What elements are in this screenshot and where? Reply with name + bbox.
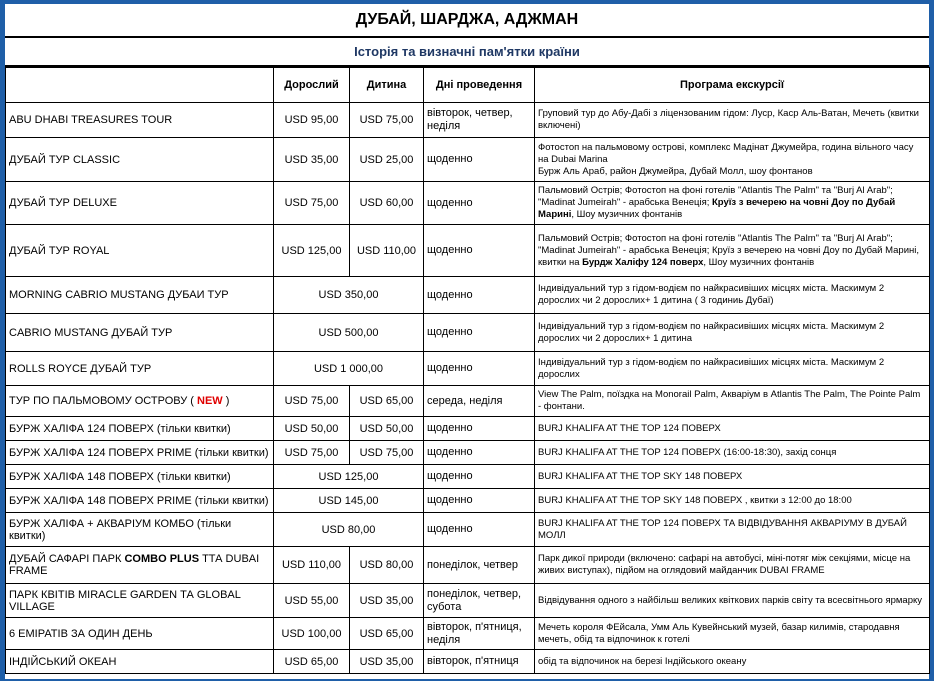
table-row [6, 417, 930, 441]
tour-name: БУРЖ ХАЛІФА + АКВАРІУМ КОМБО (тільки квитки) [6, 513, 274, 547]
tour-days: вівторок, четвер, неділя [424, 103, 535, 138]
tour-price: USD 145,00 [274, 489, 424, 513]
tour-days: понеділок, четвер [424, 547, 535, 584]
table-row [6, 650, 930, 674]
tour-price: USD 500,00 [274, 314, 424, 352]
tour-program: Груповий тур до Абу-Дабі з ліцензованим гідом: Луср, Каср Аль-Ватан, Мечеть (квитки включені) [535, 103, 930, 138]
table-row [6, 618, 930, 650]
header-name [6, 68, 274, 103]
tour-days: щоденно [424, 277, 535, 314]
tour-name: ДУБАЙ ТУР DELUXE [6, 182, 274, 225]
tour-price: USD 125,00 [274, 465, 424, 489]
adult-price: USD 50,00 [274, 417, 350, 441]
tour-program: View The Palm, поїздка на Monorail Palm, Акваріум в Atlantis The Palm, The Pointe Palm - фонтани. [535, 386, 930, 417]
header-days: Дні проведення [424, 68, 535, 103]
page-title: ДУБАЙ, ШАРДЖА, АДЖМАН [5, 4, 929, 38]
tour-name: ДУБАЙ ТУР CLASSIC [6, 138, 274, 182]
tour-name: БУРЖ ХАЛІФА 148 ПОВЕРХ (тільки квитки) [6, 465, 274, 489]
adult-price: USD 55,00 [274, 584, 350, 618]
child-price: USD 110,00 [350, 225, 424, 277]
program-line: Фотостоп на пальмовому острові, комплекс Мадінат Джумейра, година вільного часу на Dubai Marina [538, 141, 914, 165]
tour-program: BURJ KHALIFA AT THE TOP SKY 148 ПОВЕРХ , квитки з 12:00 до 18:00 [535, 489, 930, 513]
excursions-table [5, 67, 930, 674]
tour-program [535, 138, 930, 182]
tour-program: Відвідування одного з найбільш великих квіткових парків світу та всесвітнього ярмарку [535, 584, 930, 618]
tour-program: BURJ KHALIFA AT THE TOP 124 ПОВЕРХ (16:00-18:30), захід сонця [535, 441, 930, 465]
tour-days: щоденно [424, 441, 535, 465]
adult-price: USD 100,00 [274, 618, 350, 650]
child-price: USD 75,00 [350, 103, 424, 138]
tour-price: USD 350,00 [274, 277, 424, 314]
table-row [6, 314, 930, 352]
tour-price: USD 80,00 [274, 513, 424, 547]
tour-name: ПАРК КВІТІВ MIRACLE GARDEN ТА GLOBAL VILLAGE [6, 584, 274, 618]
tour-name: ІНДІЙСЬКИЙ ОКЕАН [6, 650, 274, 674]
tour-days: щоденно [424, 182, 535, 225]
adult-price: USD 75,00 [274, 182, 350, 225]
child-price: USD 80,00 [350, 547, 424, 584]
adult-price: USD 110,00 [274, 547, 350, 584]
tour-name: БУРЖ ХАЛІФА 124 ПОВЕРХ (тільки квитки) [6, 417, 274, 441]
tour-days: щоденно [424, 465, 535, 489]
adult-price: USD 125,00 [274, 225, 350, 277]
program-text: Пальмовий Острів; Фотостоп на фоні готелів "Atlantis The Palm" та "Burj Al Arab"; "Madinat Jumeirah" - арабська Венеція; Круїз з вечерею на човні Доу по Дубай Марині, квитки на [538, 232, 920, 268]
tour-program [535, 182, 930, 225]
program-highlight: Бурдж Халіфу 124 поверх [582, 256, 704, 268]
tour-program: Індивідуальний тур з гідом-водієм по найкрасивіших місцях міста. Маскимум 2 дорослих чи 2 дорослих+ 1 дитина ( 3 годиниь Дубаї) [535, 277, 930, 314]
tour-name: ДУБАЙ ТУР ROYAL [6, 225, 274, 277]
table-row [6, 138, 930, 182]
tour-days: щоденно [424, 417, 535, 441]
header-child: Дитина [350, 68, 424, 103]
tour-program: обід та відпочинок на березі Індійського океану [535, 650, 930, 674]
program-highlight: Круїз з вечерею на човні Доу по Дубай Марині [538, 197, 896, 220]
program-line: Бурж Аль Араб, район Джумейра, Дубай Молл, шоу фонтанов [538, 165, 813, 177]
child-price: USD 65,00 [350, 618, 424, 650]
tour-name [6, 386, 274, 417]
tour-program: BURJ KHALIFA AT THE TOP 124 ПОВЕРХ [535, 417, 930, 441]
tour-days: щоденно [424, 513, 535, 547]
table-row [6, 103, 930, 138]
tour-name: ROLLS ROYCE ДУБАЙ ТУР [6, 352, 274, 386]
tour-days: щоденно [424, 352, 535, 386]
tour-name-text: ТУР ПО ПАЛЬМОВОМУ ОСТРОВУ ( [9, 395, 197, 407]
child-price: USD 50,00 [350, 417, 424, 441]
tour-name [6, 547, 274, 584]
tour-name: ABU DHABI TREASURES TOUR [6, 103, 274, 138]
table-header-row [6, 68, 930, 103]
child-price: USD 60,00 [350, 182, 424, 225]
program-text-end: , Шоу музичних фонтанів [703, 256, 815, 268]
child-price: USD 65,00 [350, 386, 424, 417]
tour-program: Індивідуальний тур з гідом-водієм по найкрасивіших місцях міста. Маскимум 2 дорослих [535, 352, 930, 386]
program-text-end: , Шоу музичних фонтанів [571, 209, 683, 220]
table-row [6, 182, 930, 225]
tour-name: БУРЖ ХАЛІФА 148 ПОВЕРХ PRIME (тільки квитки) [6, 489, 274, 513]
tour-program: Індивідуальний тур з гідом-водієм по найкрасивіших місцях міста. Маскимум 2 дорослих чи 2 дорослих+ 1 дитина [535, 314, 930, 352]
tour-program: Мечеть короля ФЕйсала, Умм Аль Кувейнський музей, базар килимів, стародавня мечеть, обід та відпочинок к готелі [535, 618, 930, 650]
tour-program: BURJ KHALIFA AT THE TOP SKY 148 ПОВЕРХ [535, 465, 930, 489]
child-price: USD 35,00 [350, 584, 424, 618]
program-text: Пальмовий Острів; Фотостоп на фоні готелів "Atlantis The Palm" та "Burj Al Arab"; "Madinat Jumeirah" - арабська Венеція; [538, 185, 893, 208]
child-price: USD 35,00 [350, 650, 424, 674]
tour-days: вівторок, п'ятниця [424, 650, 535, 674]
adult-price: USD 75,00 [274, 386, 350, 417]
table-row [6, 513, 930, 547]
price-sheet [5, 4, 929, 679]
table-row [6, 225, 930, 277]
tour-name: MORNING CABRIO MUSTANG ДУБАИ ТУР [6, 277, 274, 314]
tour-days: щоденно [424, 225, 535, 277]
tour-days: середа, неділя [424, 386, 535, 417]
tour-days: вівторок, п'ятниця, неділя [424, 618, 535, 650]
child-price: USD 75,00 [350, 441, 424, 465]
tour-name-text: ДУБАЙ САФАРІ ПАРК [9, 553, 125, 565]
table-row [6, 441, 930, 465]
adult-price: USD 35,00 [274, 138, 350, 182]
tour-program: Парк дикої природи (включено: сафарі на автобусі, міні-потяг між секціями, місце на живих виступах), підйом на оглядовий майданчик DUBAI FRAME [535, 547, 930, 584]
header-program: Програма екскурсії [535, 68, 930, 103]
child-price: USD 25,00 [350, 138, 424, 182]
table-row [6, 277, 930, 314]
tour-name-end: ТТА DUBAI FRAME [9, 553, 260, 577]
tour-days: щоденно [424, 314, 535, 352]
tour-name: 6 ЕМІРАТІВ ЗА ОДИН ДЕНЬ [6, 618, 274, 650]
table-row [6, 584, 930, 618]
tour-days: понеділок, четвер, субота [424, 584, 535, 618]
tour-name-highlight: COMBO PLUS [124, 553, 200, 565]
table-row [6, 489, 930, 513]
tour-name-end: ) [222, 395, 230, 407]
adult-price: USD 95,00 [274, 103, 350, 138]
tour-name: БУРЖ ХАЛІФА 124 ПОВЕРХ PRIME (тільки квитки) [6, 441, 274, 465]
tour-name: CABRIO MUSTANG ДУБАЙ ТУР [6, 314, 274, 352]
new-badge: NEW [197, 395, 223, 407]
tour-program [535, 225, 930, 277]
table-row [6, 352, 930, 386]
tour-days: щоденно [424, 138, 535, 182]
table-row [6, 386, 930, 417]
table-row [6, 465, 930, 489]
page-subtitle: Історія та визначні пам'ятки країни [5, 38, 929, 67]
tour-price: USD 1 000,00 [274, 352, 424, 386]
adult-price: USD 65,00 [274, 650, 350, 674]
tour-days: щоденно [424, 489, 535, 513]
adult-price: USD 75,00 [274, 441, 350, 465]
header-adult: Дорослий [274, 68, 350, 103]
tour-program: BURJ KHALIFA AT THE TOP 124 ПОВЕРХ ТА ВІДВІДУВАННЯ АКВАРІУМУ В ДУБАЙ МОЛЛ [535, 513, 930, 547]
table-row [6, 547, 930, 584]
